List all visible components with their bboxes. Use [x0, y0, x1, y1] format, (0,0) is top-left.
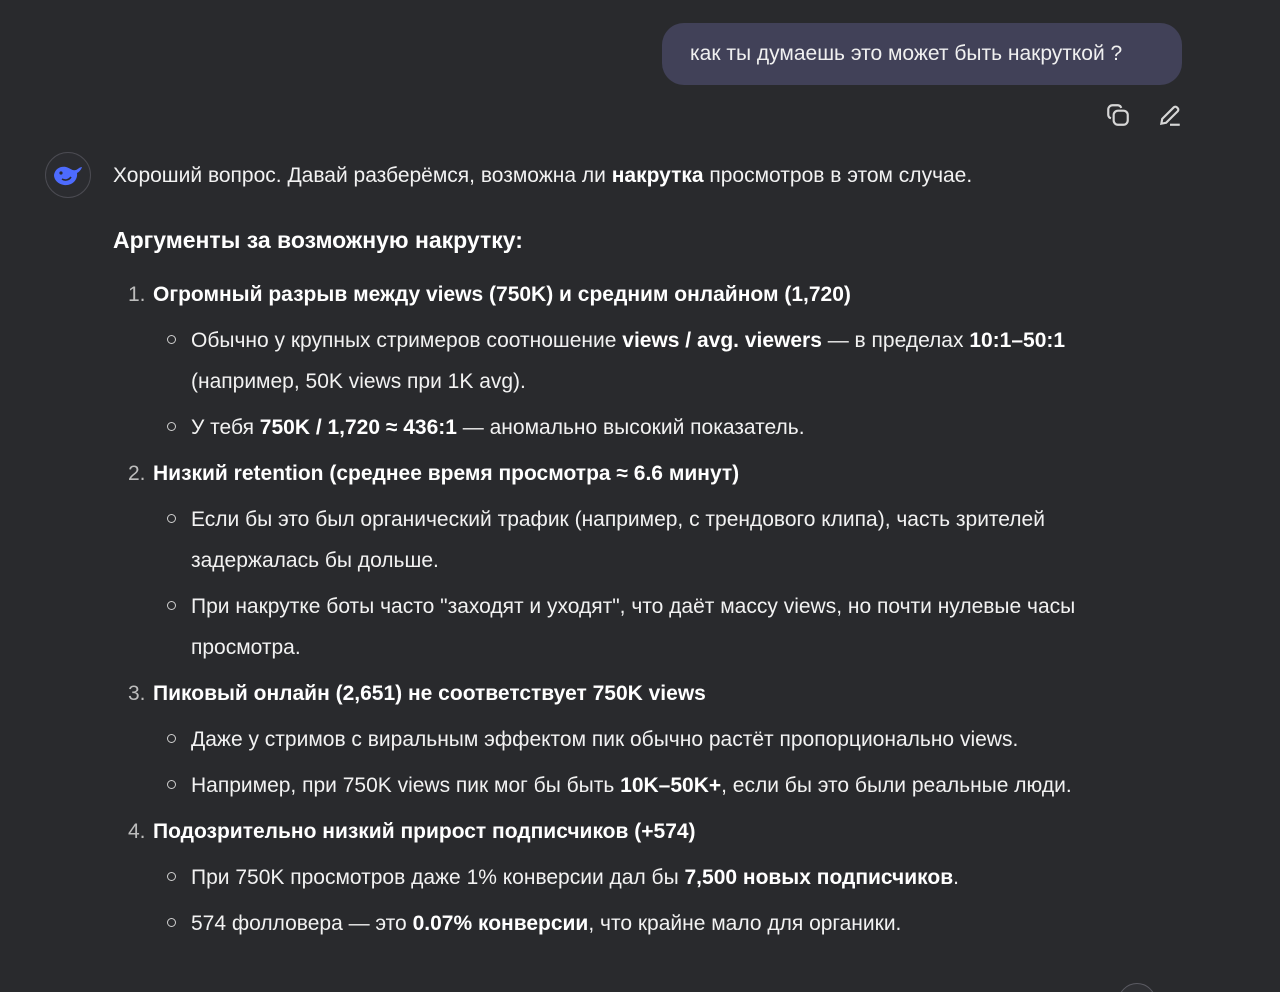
sub-list-item	[113, 857, 1173, 898]
sub-text: 574 фолловера — это	[191, 912, 413, 935]
sub-text: — аномально высокий показатель.	[456, 416, 805, 439]
scroll-down-button[interactable]	[1118, 983, 1156, 992]
sub-list-item	[113, 765, 1173, 806]
intro-paragraph	[113, 155, 1173, 196]
list-item	[113, 673, 1173, 714]
sub-text: Даже у стримов с виральным эффектом пик обычно растёт пропорционально views.	[191, 728, 1019, 751]
sub-list-item	[113, 499, 1173, 581]
list-item	[113, 811, 1173, 852]
sub-bold: 7,500 новых подписчиков	[684, 866, 954, 889]
bullet-icon	[167, 872, 176, 881]
sub-list-item	[113, 320, 1173, 402]
edit-button[interactable]	[1155, 100, 1185, 130]
list-item-title: Огромный разрыв между views (750K) и средним онлайном (1,720)	[153, 283, 851, 306]
sub-text: Если бы это был органический трафик (например, с трендового клипа), часть зрителей задержалась бы дольше.	[191, 508, 1045, 572]
user-message-bubble	[662, 23, 1182, 85]
list-number: 2.	[128, 462, 146, 485]
bullet-icon	[167, 335, 176, 344]
message-actions	[1103, 100, 1185, 130]
bullet-icon	[167, 601, 176, 610]
sub-bold: views / avg. viewers	[622, 329, 822, 352]
list-item	[113, 274, 1173, 315]
sub-text: .	[953, 866, 959, 889]
assistant-answer	[113, 155, 1173, 944]
assistant-avatar	[45, 152, 91, 198]
sub-text: Например, при 750K views пик мог бы быть	[191, 774, 621, 797]
sub-bold: 750K / 1,720 ≈ 436:1	[259, 416, 457, 439]
intro-text-end: просмотров в этом случае.	[703, 164, 973, 187]
bullet-icon	[167, 918, 176, 927]
list-number: 3.	[128, 682, 146, 705]
bullet-icon	[167, 734, 176, 743]
list-item-title: Подозрительно низкий прирост подписчиков (+574)	[153, 820, 696, 843]
sub-text: (например, 50K views при 1K avg).	[191, 370, 526, 393]
sub-list-item	[113, 719, 1173, 760]
bullet-icon	[167, 514, 176, 523]
sub-list-item	[113, 903, 1173, 944]
section-heading: Аргументы за возможную накрутку:	[113, 227, 523, 253]
list-item-title: Пиковый онлайн (2,651) не соответствует 750K views	[153, 682, 706, 705]
sub-text: , что крайне мало для органики.	[588, 912, 902, 935]
sub-text: , если бы это были реальные люди.	[721, 774, 1072, 797]
user-message-text: как ты думаешь это может быть накруткой ?	[690, 42, 1123, 65]
bullet-icon	[167, 422, 176, 431]
sub-text: При 750K просмотров даже 1% конверсии дал бы	[191, 866, 685, 889]
sub-text: — в пределах	[821, 329, 970, 352]
intro-text: Хороший вопрос. Давай разберёмся, возможна ли	[113, 164, 612, 187]
edit-icon	[1157, 102, 1183, 128]
deepseek-whale-icon	[51, 158, 85, 192]
sub-text: При накрутке боты часто "заходят и уходят", что даёт массу views, но почти нулевые часы просмотра.	[191, 595, 1076, 659]
copy-icon	[1105, 102, 1131, 128]
list-number: 1.	[128, 283, 146, 306]
sub-list-item	[113, 407, 1173, 448]
list-item	[113, 453, 1173, 494]
sub-bold: 0.07% конверсии	[412, 912, 589, 935]
sub-text: Обычно у крупных стримеров соотношение	[191, 329, 623, 352]
copy-button[interactable]	[1103, 100, 1133, 130]
sub-bold: 10K–50K+	[620, 774, 722, 797]
bullet-icon	[167, 780, 176, 789]
list-item-title: Низкий retention (среднее время просмотра ≈ 6.6 минут)	[153, 462, 740, 485]
intro-bold: накрутка	[611, 164, 704, 187]
sub-text: У тебя	[191, 416, 260, 439]
sub-list-item	[113, 586, 1173, 668]
sub-bold: 10:1–50:1	[969, 329, 1066, 352]
list-number: 4.	[128, 820, 146, 843]
